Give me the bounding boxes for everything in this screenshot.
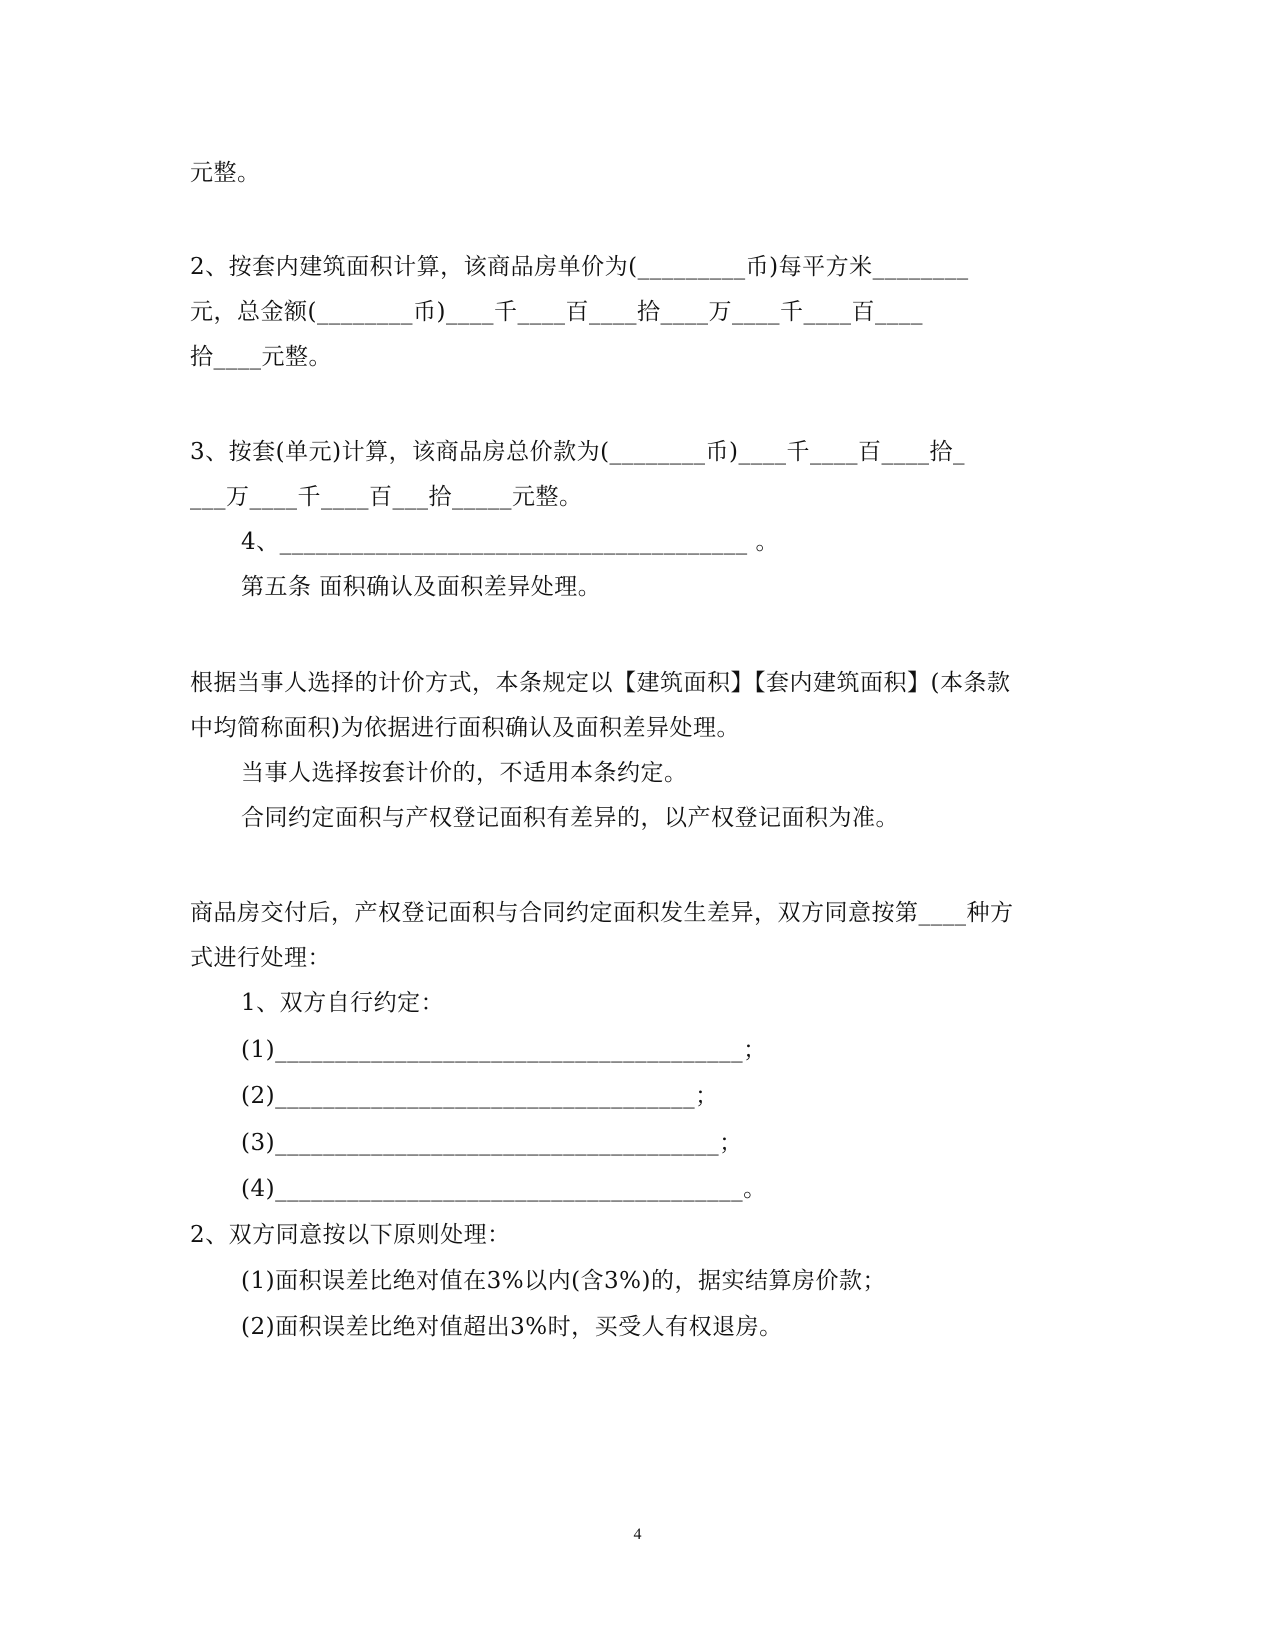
text-line: 元整。 <box>190 160 261 186</box>
text-line: 商品房交付后，产权登记面积与合同约定面积发生差异，双方同意按第____种方 <box>190 900 1014 926</box>
text-line: 合同约定面积与产权登记面积有差异的，以产权登记面积为准。 <box>241 805 899 831</box>
list-item: (3)_____________________________________； <box>241 1130 743 1156</box>
list-item: 1、双方自行约定： <box>241 990 445 1016</box>
list-item: (1)面积误差比绝对值在3%以内(含3%)的，据实结算房价款； <box>241 1268 887 1294</box>
list-item: (4)_______________________________________。 <box>241 1176 767 1202</box>
text-line: 式进行处理： <box>190 945 331 971</box>
text-line: 3、按套(单元)计算，该商品房总价款为(________币)____千____百____拾_ <box>190 439 966 465</box>
text-line: 中均简称面积)为依据进行面积确认及面积差异处理。 <box>190 715 740 741</box>
text-line: 根据当事人选择的计价方式，本条规定以【建筑面积】【套内建筑面积】(本条款 <box>190 670 1011 696</box>
text-line: 2、按套内建筑面积计算，该商品房单价为(_________币)每平方米________ <box>190 254 969 280</box>
list-item: (2)面积误差比绝对值超出3%时，买受人有权退房。 <box>241 1314 783 1340</box>
page-number: 4 <box>633 1526 642 1543</box>
list-item: 2、双方同意按以下原则处理： <box>190 1222 511 1248</box>
list-item: (1)_______________________________________； <box>241 1037 767 1063</box>
text-line: 拾____元整。 <box>190 344 332 370</box>
text-line: ___万____千____百___拾_____元整。 <box>190 484 583 510</box>
list-item: (2)___________________________________； <box>241 1083 719 1109</box>
text-line: 4、_______________________________________ 。 <box>241 529 779 555</box>
section-heading: 第五条 面积确认及面积差异处理。 <box>241 574 602 600</box>
text-line: 元，总金额(________币)____千____百____拾____万____千____百____ <box>190 299 923 325</box>
text-line: 当事人选择按套计价的，不适用本条约定。 <box>241 760 688 786</box>
